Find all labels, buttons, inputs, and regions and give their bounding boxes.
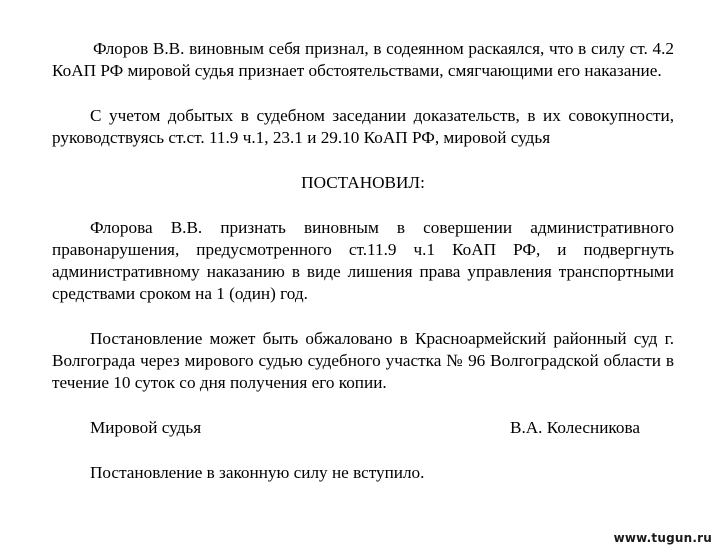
status-note: Постановление в законную силу не вступило. xyxy=(90,463,425,482)
paragraph-guilt-admission: Флоров В.В. виновным себя признал, в содеянном раскаялся, что в силу ст. 4.2 КоАП РФ мировой судья признает обстоятельствами, смягчающими его наказание. xyxy=(52,39,674,80)
paragraph-appeal: Постановление может быть обжаловано в Красноармейский районный суд г. Волгограда через мирового судью судебного участка № 96 Волгоградской области в течение 10 суток со дня получения его копии. xyxy=(52,329,674,392)
signature-title: Мировой судья xyxy=(90,418,202,437)
signature-block xyxy=(52,417,674,439)
paragraph-evidence: С учетом добытых в судебном заседании доказательств, в их совокупности, руководствуясь ст.ст. 11.9 ч.1, 23.1 и 29.10 КоАП РФ, мировой судья xyxy=(52,106,674,147)
paragraph-ruling: Флорова В.В. признать виновным в совершении административного правонарушения, предусмотренного ст.11.9 ч.1 КоАП РФ, и подвергнуть административному наказанию в виде лишения права управления транспортными средствами сроком на 1 (один) год. xyxy=(52,218,674,303)
document-body xyxy=(52,38,674,484)
resolution-heading: ПОСТАНОВИЛ: xyxy=(301,173,425,192)
signature-name: В.А. Колесникова xyxy=(510,418,640,437)
site-watermark: www.tugun.ru xyxy=(613,531,712,545)
